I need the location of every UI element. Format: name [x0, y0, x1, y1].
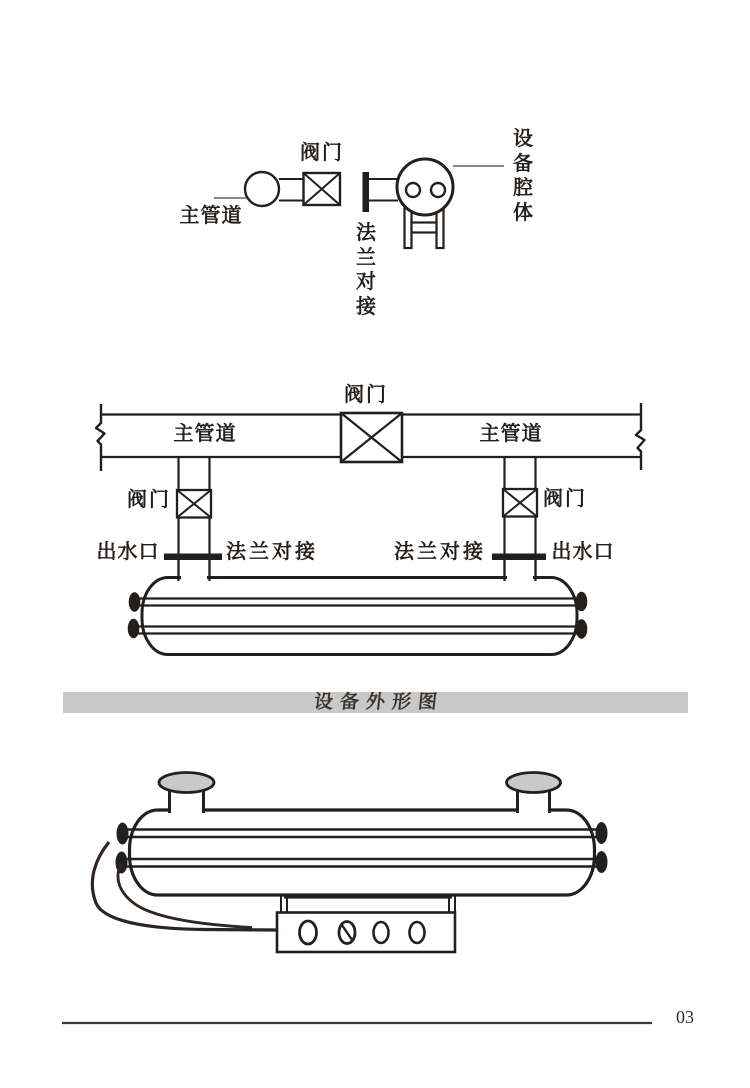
indicator-lamp — [410, 922, 425, 943]
chamber-port-left — [406, 183, 420, 197]
uv-vessel-body — [142, 578, 577, 655]
pipe-segment — [279, 179, 304, 201]
d2-main-pipe-right-label: 主管道 — [479, 423, 543, 445]
lamp-plug — [596, 822, 608, 844]
lamp-plug — [129, 592, 141, 612]
lamp-plug — [128, 619, 140, 639]
vessel-neck-opening-left — [171, 806, 202, 815]
d2-branch-valve-left-label: 阀门 — [127, 489, 171, 511]
d2-top-valve-label: 阀门 — [344, 384, 388, 406]
nozzle-flange-left — [159, 773, 214, 793]
lamp-plug — [117, 823, 129, 845]
indicator-lamp — [300, 921, 317, 944]
pipe-break-right — [636, 403, 645, 470]
lamp-plug — [576, 592, 588, 612]
d1-valve-label: 阀门 — [300, 142, 344, 164]
branch-pipe-right — [505, 457, 536, 579]
lamp-plug — [596, 851, 608, 873]
section-banner — [63, 692, 688, 713]
d1-flange-label: 法兰对接 — [356, 222, 376, 318]
d2-main-pipe-left-label: 主管道 — [173, 423, 237, 445]
vessel-neck-opening-right — [519, 806, 548, 815]
d2-branch-valve-right-label: 阀门 — [543, 488, 587, 510]
pipe-segment — [369, 179, 398, 201]
d2-flange-left-label: 法兰对接 — [226, 541, 318, 563]
flange-bar — [363, 172, 370, 212]
chamber-leg-rung — [412, 223, 437, 233]
d2-outlet-right-label: 出水口 — [551, 541, 615, 563]
vessel-neck-opening-left — [181, 573, 207, 582]
nozzle-flange-right — [507, 773, 561, 793]
flange-bar-left — [164, 554, 222, 561]
d2-outlet-left-label: 出水口 — [96, 541, 160, 563]
indicator-lamp — [374, 922, 389, 943]
d1-main-pipe-label: 主管道 — [179, 205, 243, 227]
section-banner-title: 设备外形图 — [312, 692, 446, 713]
d2-flange-right-label: 法兰对接 — [394, 541, 486, 563]
inlet-ball — [245, 172, 279, 206]
d1-chamber-label: 设备腔体 — [513, 128, 533, 224]
flange-bar-right — [492, 554, 546, 561]
chamber-port-right — [431, 183, 445, 197]
lamp-plug — [576, 619, 588, 639]
page-number: 03 — [676, 1007, 694, 1027]
diagram3-outline — [92, 773, 607, 953]
vessel-neck-opening-right — [507, 573, 533, 582]
vessel-body — [130, 810, 595, 895]
